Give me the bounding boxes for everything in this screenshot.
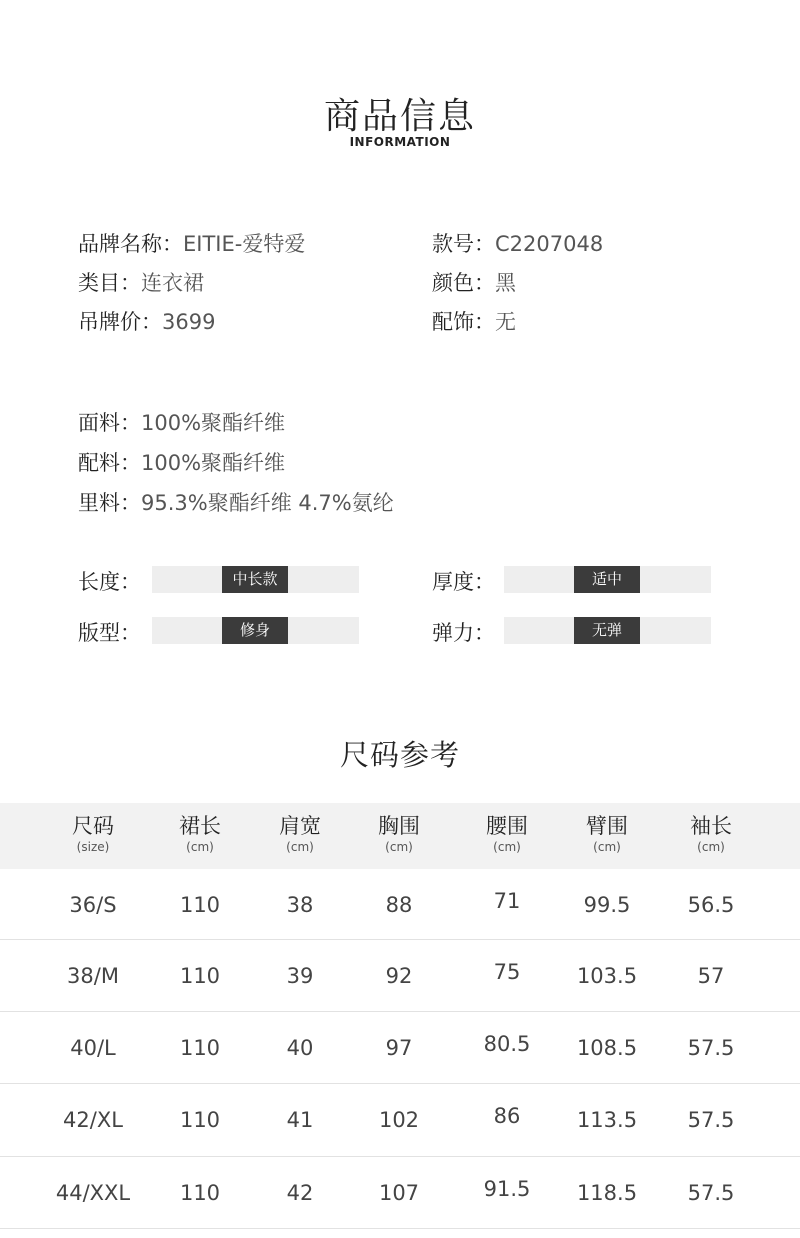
table-cell: 57.5 bbox=[687, 1181, 735, 1205]
table-cell: 118.5 bbox=[576, 1181, 638, 1205]
column-unit: (cm) bbox=[286, 840, 314, 854]
table-cell: 71 bbox=[493, 889, 521, 913]
material-value: 95.3%聚酯纤维 4.7%氨纶 bbox=[141, 491, 394, 515]
table-cell: 40/L bbox=[70, 1036, 116, 1060]
info-value: 黑 bbox=[495, 271, 516, 295]
column-name: 胸围 bbox=[378, 814, 420, 838]
info-style-number bbox=[432, 228, 603, 258]
column-name: 袖长 bbox=[690, 814, 732, 838]
table-cell: 107 bbox=[378, 1181, 420, 1205]
material-value: 100%聚酯纤维 bbox=[141, 411, 286, 435]
table-cell: 92 bbox=[385, 964, 413, 988]
attr-label-length: 长度： bbox=[78, 570, 141, 594]
table-cell: 38 bbox=[286, 893, 314, 917]
size-table bbox=[0, 803, 800, 1229]
table-cell: 113.5 bbox=[576, 1108, 638, 1132]
info-label: 颜色： bbox=[432, 271, 495, 295]
table-cell: 57.5 bbox=[687, 1036, 735, 1060]
info-value: 连衣裙 bbox=[141, 271, 204, 295]
material-row bbox=[78, 447, 285, 477]
attr-label-fit: 版型： bbox=[78, 621, 141, 645]
size-table-body bbox=[0, 869, 800, 1229]
material-row bbox=[78, 487, 394, 517]
attr-tag-elasticity: 无弹 bbox=[574, 617, 640, 644]
info-label: 吊牌价： bbox=[78, 310, 162, 334]
table-cell: 40 bbox=[286, 1036, 314, 1060]
attr-label-thickness: 厚度： bbox=[432, 570, 495, 594]
table-cell: 110 bbox=[179, 964, 221, 988]
page-subtitle: INFORMATION bbox=[349, 135, 451, 149]
table-cell: 110 bbox=[179, 1036, 221, 1060]
info-brand bbox=[78, 228, 305, 258]
info-value: C2207048 bbox=[495, 232, 604, 256]
column-name: 腰围 bbox=[486, 814, 528, 838]
table-cell: 39 bbox=[286, 964, 314, 988]
table-cell: 102 bbox=[378, 1108, 420, 1132]
table-cell: 36/S bbox=[69, 893, 117, 917]
column-unit: (cm) bbox=[385, 840, 413, 854]
column-header bbox=[33, 813, 153, 855]
table-cell: 97 bbox=[385, 1036, 413, 1060]
column-unit: (cm) bbox=[697, 840, 725, 854]
page-title: 商品信息 bbox=[323, 96, 476, 137]
material-label: 配料： bbox=[78, 451, 141, 475]
table-row bbox=[0, 869, 800, 940]
table-cell: 99.5 bbox=[583, 893, 631, 917]
column-unit: (cm) bbox=[593, 840, 621, 854]
table-cell: 88 bbox=[385, 893, 413, 917]
column-unit: (cm) bbox=[186, 840, 214, 854]
column-unit: (size) bbox=[76, 840, 110, 854]
column-name: 臂围 bbox=[586, 814, 628, 838]
table-cell: 110 bbox=[179, 893, 221, 917]
info-value: EITIE-爱特爱 bbox=[183, 232, 306, 256]
info-label: 配饰： bbox=[432, 310, 495, 334]
table-cell: 42 bbox=[286, 1181, 314, 1205]
table-row bbox=[0, 1084, 800, 1157]
size-table-header bbox=[0, 803, 800, 869]
table-row bbox=[0, 1012, 800, 1084]
column-header bbox=[339, 813, 459, 855]
table-cell: 91.5 bbox=[483, 1177, 531, 1201]
column-header bbox=[651, 813, 771, 855]
column-header bbox=[547, 813, 667, 855]
table-cell: 110 bbox=[179, 1108, 221, 1132]
info-price bbox=[78, 306, 215, 336]
info-label: 款号： bbox=[432, 232, 495, 256]
attr-tag-fit: 修身 bbox=[222, 617, 288, 644]
info-label: 品牌名称： bbox=[78, 232, 183, 256]
table-cell: 57 bbox=[697, 964, 725, 988]
table-cell: 56.5 bbox=[687, 893, 735, 917]
material-row bbox=[78, 407, 285, 437]
size-chart-title: 尺码参考 bbox=[339, 738, 460, 772]
table-cell: 44/XXL bbox=[55, 1181, 131, 1205]
table-cell: 103.5 bbox=[576, 964, 638, 988]
table-cell: 41 bbox=[286, 1108, 314, 1132]
material-label: 里料： bbox=[78, 491, 141, 515]
table-cell: 86 bbox=[493, 1104, 521, 1128]
table-cell: 38/M bbox=[67, 964, 119, 988]
table-cell: 57.5 bbox=[687, 1108, 735, 1132]
info-label: 类目： bbox=[78, 271, 141, 295]
table-cell: 110 bbox=[179, 1181, 221, 1205]
table-row bbox=[0, 1157, 800, 1229]
column-name: 尺码 bbox=[72, 814, 114, 838]
column-name: 肩宽 bbox=[279, 814, 321, 838]
column-name: 裙长 bbox=[179, 814, 221, 838]
attr-label-elasticity: 弹力： bbox=[432, 621, 495, 645]
info-value: 3699 bbox=[162, 310, 216, 334]
info-value: 无 bbox=[495, 310, 516, 334]
table-cell: 80.5 bbox=[483, 1032, 531, 1056]
material-label: 面料： bbox=[78, 411, 141, 435]
table-cell: 108.5 bbox=[576, 1036, 638, 1060]
material-value: 100%聚酯纤维 bbox=[141, 451, 286, 475]
column-unit: (cm) bbox=[493, 840, 521, 854]
attr-tag-thickness: 适中 bbox=[574, 566, 640, 593]
table-cell: 75 bbox=[493, 960, 521, 984]
info-accessories bbox=[432, 306, 516, 336]
info-category bbox=[78, 267, 204, 297]
table-row bbox=[0, 940, 800, 1012]
info-color bbox=[432, 267, 516, 297]
attr-tag-length: 中长款 bbox=[222, 566, 288, 593]
table-cell: 42/XL bbox=[63, 1108, 123, 1132]
